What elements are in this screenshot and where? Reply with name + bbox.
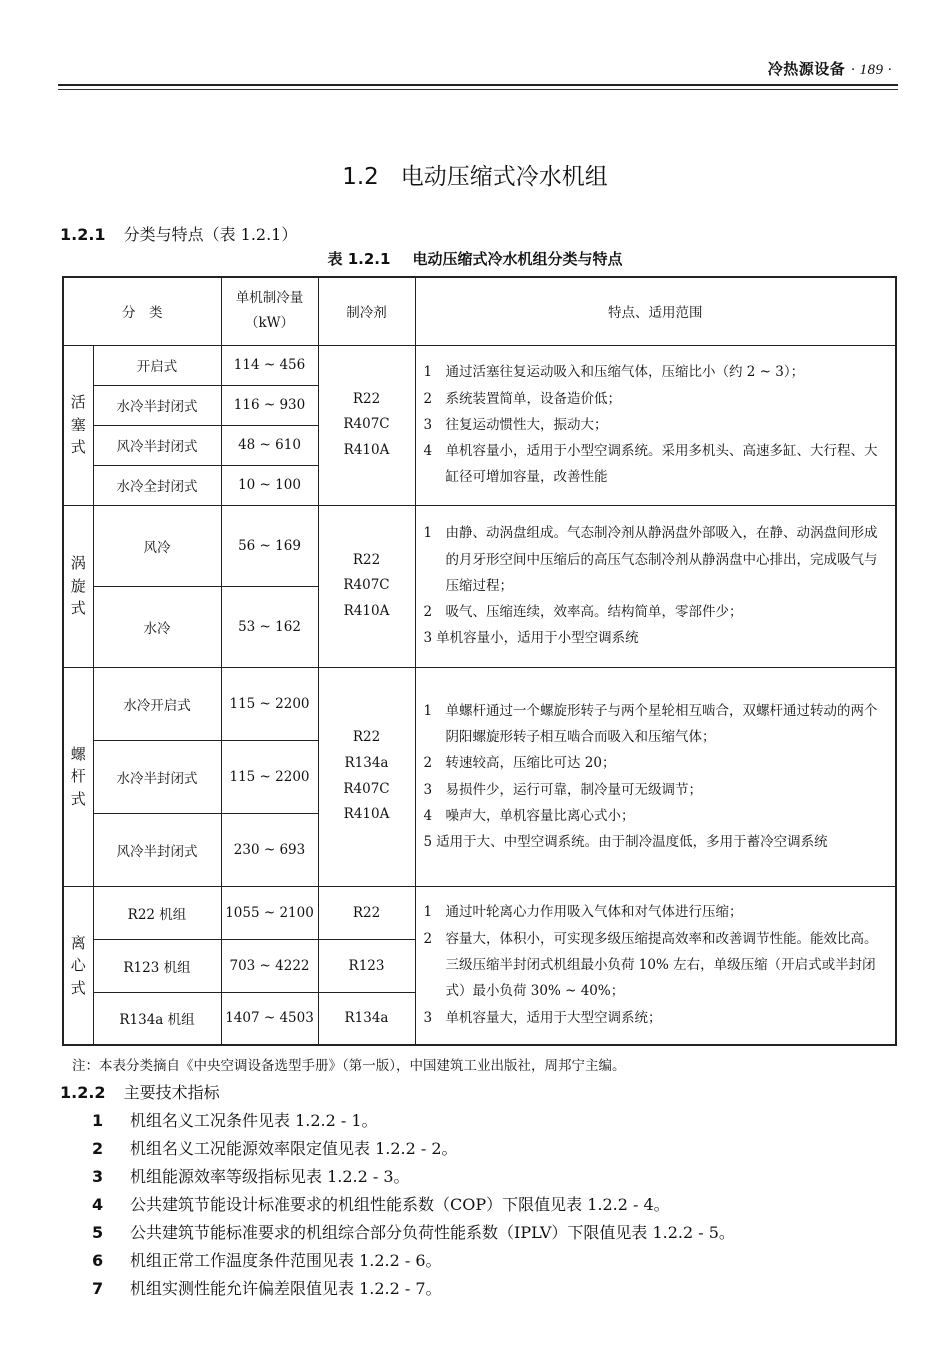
unit-capacity: 116 ~ 930	[221, 385, 318, 425]
feature-text: 容量大，体积小，可实现多级压缩提高效率和改善调节性能。能效比高。三级压缩半封闭式机组最小负荷 10% 左右，单级压缩（开启式或半封闭式）最小负荷 30% ~ 40%；	[445, 930, 878, 1000]
refrigerant: R407C	[343, 577, 390, 594]
refrigerant: R22	[352, 551, 381, 568]
header-refrigerant: 制冷剂	[318, 277, 415, 345]
unit-type: 水冷全封闭式	[93, 465, 221, 505]
section-heading-1	[60, 222, 297, 245]
list-item	[60, 1136, 458, 1159]
feature-text: 噪声大，单机容量比离心式小；	[445, 807, 635, 824]
item-text: 机组正常工作温度条件范围见表 1.2.2 - 6。	[130, 1251, 442, 1270]
unit-type: 风冷	[93, 505, 221, 586]
feature-text: 系统装置简单，设备造价低；	[445, 390, 621, 407]
feature-number: 4	[423, 443, 433, 460]
table-row	[63, 667, 896, 740]
feature-item	[424, 520, 888, 599]
unit-type: 水冷半封闭式	[93, 385, 221, 425]
feature-number: 3	[423, 1009, 433, 1026]
header-category: 分 类	[63, 277, 221, 345]
feature-text: 单机容量小，适用于小型空调系统	[436, 630, 639, 647]
refrigerant: R134a	[344, 754, 389, 771]
feature-text: 往复运动惯性大，振动大；	[445, 416, 608, 433]
feature-text: 由静、动涡盘组成。气态制冷剂从静涡盘外部吸入，在静、动涡盘间形成的月牙形空间中压缩后的高压气态制冷剂从静涡盘中心排出，完成吸气与压缩过程；	[445, 525, 878, 594]
chapter-title	[0, 158, 950, 191]
feature-number: 1	[423, 525, 433, 542]
item-number: 7	[92, 1279, 104, 1298]
feature-number: 3	[423, 781, 433, 798]
refrigerant-cell	[318, 667, 415, 886]
refrigerant: R407C	[343, 416, 390, 433]
features-cell	[415, 667, 896, 886]
unit-capacity: 230 ~ 693	[221, 813, 318, 886]
unit-capacity: 703 ~ 4222	[221, 939, 318, 992]
section-heading-2	[60, 1080, 220, 1103]
section-number: 1.2.2	[60, 1083, 106, 1102]
page-number: · 189 ·	[851, 62, 892, 78]
feature-text: 单机容量大，适用于大型空调系统；	[445, 1009, 662, 1026]
section-number: 1.2.1	[60, 225, 106, 244]
header-features: 特点、适用范围	[415, 277, 896, 345]
group-name: 活 塞 式	[63, 345, 93, 505]
header-capacity-line1: 单机制冷量	[235, 289, 304, 306]
item-text: 机组实测性能允许偏差限值见表 1.2.2 - 7。	[130, 1279, 442, 1298]
feature-item	[424, 625, 888, 651]
header-capacity-line2: （kW）	[244, 315, 295, 332]
feature-item	[424, 359, 888, 385]
feature-item	[424, 386, 888, 412]
feature-number: 3	[423, 416, 433, 433]
feature-text: 吸气、压缩连续，效率高。结构简单，零部件少；	[445, 604, 743, 621]
item-number: 4	[92, 1195, 104, 1214]
feature-item	[424, 438, 888, 491]
table-title: 电动压缩式冷水机组分类与特点	[412, 250, 623, 268]
item-number: 6	[92, 1251, 104, 1270]
feature-item	[424, 599, 888, 625]
feature-number: 4	[423, 807, 433, 824]
item-text: 机组名义工况条件见表 1.2.2 - 1。	[130, 1111, 378, 1130]
item-number: 1	[92, 1111, 104, 1130]
refrigerant: R22	[318, 886, 415, 939]
unit-type: 风冷半封闭式	[93, 425, 221, 465]
list-item	[60, 1108, 378, 1131]
feature-item	[424, 750, 888, 776]
unit-capacity: 1407 ~ 4503	[221, 992, 318, 1045]
item-text: 公共建筑节能设计标准要求的机组性能系数（COP）下限值见表 1.2.2 - 4。	[130, 1195, 670, 1214]
feature-item	[424, 777, 888, 803]
refrigerant-cell	[318, 505, 415, 667]
item-number: 3	[92, 1167, 104, 1186]
group-name: 涡 旋 式	[63, 505, 93, 667]
feature-item	[424, 1005, 888, 1031]
unit-capacity: 1055 ~ 2100	[221, 886, 318, 939]
section-title: 主要技术指标	[123, 1083, 220, 1102]
feature-item	[424, 899, 888, 925]
unit-capacity: 115 ~ 2200	[221, 740, 318, 813]
unit-capacity: 114 ~ 456	[221, 345, 318, 385]
table-header-row	[63, 277, 896, 345]
list-item	[60, 1164, 410, 1187]
item-number: 5	[92, 1223, 104, 1242]
refrigerant: R22	[352, 729, 381, 746]
refrigerant: R410A	[343, 602, 390, 619]
header-rule-thick	[58, 84, 898, 86]
feature-text: 单螺杆通过一个螺旋形转子与两个星轮相互啮合，双螺杆通过转动的两个阴阳螺旋形转子相互啮合而吸入和压缩气体；	[445, 702, 878, 745]
refrigerant: R123	[318, 939, 415, 992]
unit-capacity: 48 ~ 610	[221, 425, 318, 465]
feature-number: 2	[423, 604, 433, 621]
feature-text: 转速较高，压缩比可达 20；	[445, 755, 616, 772]
feature-number: 3	[423, 630, 433, 647]
unit-capacity: 56 ~ 169	[221, 505, 318, 586]
chapter-title-text: 电动压缩式冷水机组	[400, 164, 608, 190]
chapter-number: 1.2	[342, 164, 379, 190]
refrigerant: R407C	[343, 780, 390, 797]
unit-type: 开启式	[93, 345, 221, 385]
unit-type: 水冷开启式	[93, 667, 221, 740]
table-row	[63, 345, 896, 385]
feature-number: 5	[423, 834, 433, 851]
section-title: 分类与特点（表 1.2.1）	[123, 225, 298, 244]
features-cell	[415, 505, 896, 667]
feature-item	[424, 926, 888, 1005]
feature-text: 单机容量小，适用于小型空调系统。采用多机头、高速多缸、大行程、大缸径可增加容量，改善性能	[445, 443, 878, 486]
feature-item	[424, 803, 888, 829]
table-row	[63, 505, 896, 586]
table-row	[63, 886, 896, 939]
feature-number: 1	[423, 904, 433, 921]
item-text: 机组能源效率等级指标见表 1.2.2 - 3。	[130, 1167, 410, 1186]
item-number: 2	[92, 1139, 104, 1158]
features-cell	[415, 886, 896, 1045]
running-header	[768, 58, 892, 79]
feature-text: 易损件少，运行可靠，制冷量可无级调节；	[445, 781, 702, 798]
unit-type: 水冷	[93, 586, 221, 667]
unit-type: R22 机组	[93, 886, 221, 939]
classification-table	[62, 276, 897, 1046]
unit-type: R134a 机组	[93, 992, 221, 1045]
feature-text: 通过叶轮离心力作用吸入气体和对气体进行压缩；	[445, 904, 743, 921]
group-name: 离 心 式	[63, 886, 93, 1045]
feature-number: 2	[423, 390, 433, 407]
unit-type: 风冷半封闭式	[93, 813, 221, 886]
feature-item	[424, 829, 888, 855]
unit-type: 水冷半封闭式	[93, 740, 221, 813]
list-item	[60, 1276, 442, 1299]
refrigerant: R410A	[343, 441, 390, 458]
feature-item	[424, 698, 888, 751]
unit-type: R123 机组	[93, 939, 221, 992]
feature-text: 适用于大、中型空调系统。由于制冷温度低，多用于蓄冷空调系统	[436, 834, 828, 851]
list-item	[60, 1192, 670, 1215]
unit-capacity: 115 ~ 2200	[221, 667, 318, 740]
feature-item	[424, 412, 888, 438]
refrigerant: R134a	[318, 992, 415, 1045]
group-name: 螺 杆 式	[63, 667, 93, 886]
unit-capacity: 53 ~ 162	[221, 586, 318, 667]
feature-text: 通过活塞往复运动吸入和压缩气体，压缩比小（约 2 ~ 3）；	[445, 364, 805, 381]
item-text: 机组名义工况能源效率限定值见表 1.2.2 - 2。	[130, 1139, 458, 1158]
feature-number: 2	[423, 930, 433, 947]
features-cell	[415, 345, 896, 505]
feature-number: 2	[423, 755, 433, 772]
table-note: 注：本表分类摘自《中央空调设备选型手册》（第一版），中国建筑工业出版社，周邦宁主编。	[72, 1058, 626, 1074]
unit-capacity: 10 ~ 100	[221, 465, 318, 505]
refrigerant: R410A	[343, 806, 390, 823]
refrigerant-cell	[318, 345, 415, 505]
header-rule-thin	[58, 89, 898, 90]
feature-number: 1	[423, 364, 433, 381]
feature-number: 1	[423, 702, 433, 719]
table-caption	[0, 248, 950, 269]
header-capacity	[221, 277, 318, 345]
refrigerant: R22	[352, 390, 381, 407]
header-title: 冷热源设备	[767, 60, 846, 78]
list-item	[60, 1248, 442, 1271]
item-text: 公共建筑节能标准要求的机组综合部分负荷性能系数（IPLV）下限值见表 1.2.2 - 5。	[130, 1223, 735, 1242]
list-item	[60, 1220, 735, 1243]
table-number: 表 1.2.1	[327, 250, 391, 268]
